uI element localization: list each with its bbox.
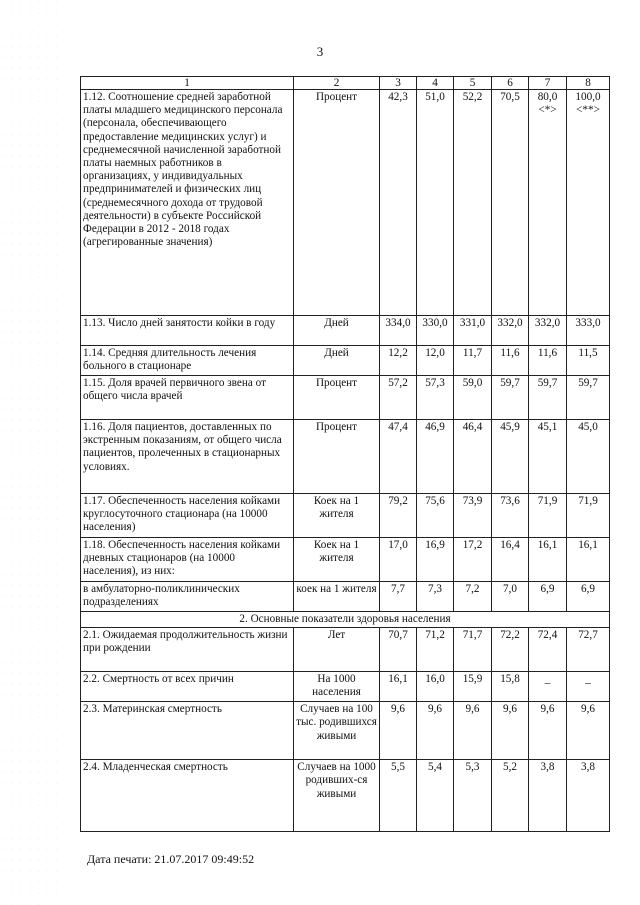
value-cell: 72,4 (529, 628, 567, 672)
indicator-name: 1.18. Обеспеченность населения койками дневных стационаров (на 10000 населения), из них: (81, 538, 294, 582)
value-cell: 16,1 (380, 672, 417, 702)
value-cell: 331,0 (454, 316, 492, 346)
value-cell: 59,7 (567, 376, 610, 420)
indicator-name: 2.3. Материнская смертность (81, 702, 294, 760)
table-row (81, 672, 610, 702)
value-cell: 3,8 (529, 760, 567, 832)
header-cell: 2 (294, 77, 380, 90)
indicator-name: в амбулаторно-поликлинических подразделениях (81, 582, 294, 612)
indicator-unit: Лет (294, 628, 380, 672)
indicator-unit: Коек на 1 жителя (294, 538, 380, 582)
indicator-name: 1.13. Число дней занятости койки в году (81, 316, 294, 346)
value-cell: 12,2 (380, 346, 417, 376)
value-cell: 17,2 (454, 538, 492, 582)
value-cell: 73,9 (454, 494, 492, 538)
value-cell: 72,2 (492, 628, 529, 672)
indicator-name: 1.12. Соотношение средней заработной платы младшего медицинского персонала (персонала, обеспечивающего предоставление медицинских услуг) и среднемесячной начисленной заработной платы наемных работников в организациях, у индивидуальных предпринимателей и физических лиц (среднемесячного дохода от трудовой деятельности) в субъекте Российской Федерации в 2012 - 2018 годах (агрегированные значения) (81, 90, 294, 316)
value-cell: 59,7 (492, 376, 529, 420)
value-cell: 9,6 (417, 702, 454, 760)
value-cell: 5,3 (454, 760, 492, 832)
header-cell: 4 (417, 77, 454, 90)
value-cell: 11,6 (492, 346, 529, 376)
table-row (81, 760, 610, 832)
indicator-unit: Процент (294, 376, 380, 420)
value-cell: 9,6 (380, 702, 417, 760)
value-cell: 80,0 <*> (529, 90, 567, 316)
value-cell: 16,1 (529, 538, 567, 582)
indicator-unit: На 1000 населения (294, 672, 380, 702)
value-cell: 46,4 (454, 420, 492, 494)
value-cell: 79,2 (380, 494, 417, 538)
header-cell: 6 (492, 77, 529, 90)
table-body-section-1 (81, 90, 610, 832)
value-cell: 3,8 (567, 760, 610, 832)
table-header-row (81, 77, 610, 90)
print-date: Дата печати: 21.07.2017 09:49:52 (87, 852, 255, 866)
value-cell: 9,6 (567, 702, 610, 760)
indicator-unit: Процент (294, 90, 380, 316)
header-cell: 8 (567, 77, 610, 90)
value-cell: 71,2 (417, 628, 454, 672)
value-cell: 45,1 (529, 420, 567, 494)
value-cell: 42,3 (380, 90, 417, 316)
indicator-unit: Дней (294, 316, 380, 346)
indicator-unit: Случаев на 100 тыс. родившихся живыми (294, 702, 380, 760)
value-cell: 16,9 (417, 538, 454, 582)
value-cell: 334,0 (380, 316, 417, 346)
header-cell: 3 (380, 77, 417, 90)
value-cell: 11,6 (529, 346, 567, 376)
indicator-unit: коек на 1 жителя (294, 582, 380, 612)
value-cell: 57,2 (380, 376, 417, 420)
value-cell: _ (567, 672, 610, 702)
value-cell: 57,3 (417, 376, 454, 420)
value-cell: 15,9 (454, 672, 492, 702)
table-row (81, 346, 610, 376)
table-row (81, 538, 610, 582)
value-cell: 5,5 (380, 760, 417, 832)
value-cell: 71,9 (567, 494, 610, 538)
value-cell: 17,0 (380, 538, 417, 582)
value-cell: 16,0 (417, 672, 454, 702)
scan-noise (0, 0, 60, 905)
indicator-name: 1.15. Доля врачей первичного звена от общего числа врачей (81, 376, 294, 420)
header-cell: 5 (454, 77, 492, 90)
value-cell: 45,9 (492, 420, 529, 494)
indicator-name: 2.2. Смертность от всех причин (81, 672, 294, 702)
value-cell: 11,5 (567, 346, 610, 376)
table-row (81, 316, 610, 346)
value-cell: 52,2 (454, 90, 492, 316)
value-cell: 12,0 (417, 346, 454, 376)
value-cell: 15,8 (492, 672, 529, 702)
table-row (81, 494, 610, 538)
value-cell: 330,0 (417, 316, 454, 346)
indicator-unit: Процент (294, 420, 380, 494)
value-cell: 9,6 (529, 702, 567, 760)
value-cell: 59,0 (454, 376, 492, 420)
indicator-name: 1.14. Средняя длительность лечения больного в стационаре (81, 346, 294, 376)
value-cell: 75,6 (417, 494, 454, 538)
value-cell: 5,4 (417, 760, 454, 832)
value-cell: 16,4 (492, 538, 529, 582)
value-cell: 11,7 (454, 346, 492, 376)
value-cell: 16,1 (567, 538, 610, 582)
indicator-name: 1.17. Обеспеченность населения койками круглосуточного стационара (на 10000 населения) (81, 494, 294, 538)
section-heading-row (81, 612, 610, 628)
value-cell: 7,3 (417, 582, 454, 612)
value-cell: 332,0 (529, 316, 567, 346)
value-cell: 6,9 (529, 582, 567, 612)
table-row (81, 420, 610, 494)
value-cell: 9,6 (492, 702, 529, 760)
value-cell: 71,9 (529, 494, 567, 538)
value-cell: 332,0 (492, 316, 529, 346)
indicator-name: 2.1. Ожидаемая продолжительность жизни при рождении (81, 628, 294, 672)
table-row (81, 582, 610, 612)
section-heading: 2. Основные показатели здоровья населения (81, 612, 610, 628)
table-row (81, 376, 610, 420)
value-cell: 73,6 (492, 494, 529, 538)
value-cell: 7,0 (492, 582, 529, 612)
value-cell: 51,0 (417, 90, 454, 316)
header-cell: 7 (529, 77, 567, 90)
table-row (81, 628, 610, 672)
indicator-unit: Случаев на 1000 родивших-ся живыми (294, 760, 380, 832)
value-cell: 7,7 (380, 582, 417, 612)
value-cell: 100,0 <**> (567, 90, 610, 316)
table-row (81, 90, 610, 316)
indicator-name: 2.4. Младенческая смертность (81, 760, 294, 832)
value-cell: 71,7 (454, 628, 492, 672)
indicators-table (80, 76, 610, 832)
indicator-name: 1.16. Доля пациентов, доставленных по экстренным показаниям, от общего числа пациентов, пролеченных в стационарных условиях. (81, 420, 294, 494)
value-cell: 45,0 (567, 420, 610, 494)
page-number: 3 (316, 44, 324, 59)
value-cell: 333,0 (567, 316, 610, 346)
value-cell: 7,2 (454, 582, 492, 612)
value-cell: _ (529, 672, 567, 702)
table-row (81, 702, 610, 760)
value-cell: 72,7 (567, 628, 610, 672)
value-cell: 47,4 (380, 420, 417, 494)
value-cell: 70,7 (380, 628, 417, 672)
value-cell: 6,9 (567, 582, 610, 612)
value-cell: 59,7 (529, 376, 567, 420)
indicator-unit: Коек на 1 жителя (294, 494, 380, 538)
header-cell: 1 (81, 77, 294, 90)
value-cell: 70,5 (492, 90, 529, 316)
value-cell: 9,6 (454, 702, 492, 760)
value-cell: 5,2 (492, 760, 529, 832)
value-cell: 46,9 (417, 420, 454, 494)
indicator-unit: Дней (294, 346, 380, 376)
